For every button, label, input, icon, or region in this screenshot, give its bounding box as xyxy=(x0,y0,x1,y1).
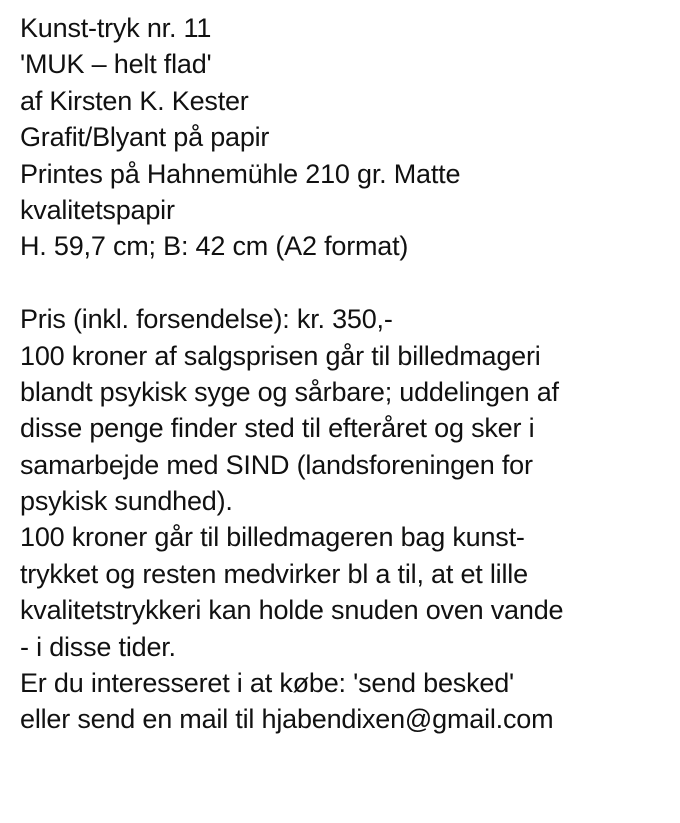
artist-share-text-line: 100 kroner går til billedmageren bag kunst- xyxy=(20,522,525,553)
document-text xyxy=(20,10,670,738)
donation-text-line: disse penge finder sted til efteråret og sker i xyxy=(20,413,535,444)
donation-text-line: 100 kroner af salgsprisen går til billedmageri xyxy=(20,340,541,371)
artwork-details xyxy=(20,10,670,265)
donation-text-line: psykisk sundhed). xyxy=(20,486,233,517)
donation-text-line: samarbejde med SIND (landsforeningen for xyxy=(20,449,533,480)
artist-name: af Kirsten K. Kester xyxy=(20,85,249,116)
artist-share-text-line: trykket og resten medvirker bl a til, at et lille xyxy=(20,558,528,589)
artist-share-text-line: - i disse tider. xyxy=(20,631,176,662)
donation-text-line: blandt psykisk syge og sårbare; uddelingen af xyxy=(20,376,559,407)
paper-info-continued: kvalitetspapir xyxy=(20,194,175,225)
artwork-title: Kunst-tryk nr. 11 xyxy=(20,13,212,43)
artwork-name: 'MUK – helt flad' xyxy=(20,49,212,80)
medium: Grafit/Blyant på papir xyxy=(20,122,270,153)
artist-share-text-line: kvalitetstrykkeri kan holde snuden oven vande xyxy=(20,595,564,626)
contact-email-line: eller send en mail til hjabendixen@gmail.com xyxy=(20,704,554,735)
contact-text-line: Er du interesseret i at købe: 'send besked' xyxy=(20,668,514,699)
price-and-info xyxy=(20,301,670,738)
paragraph-spacer xyxy=(20,265,670,301)
dimensions: H. 59,7 cm; B: 42 cm (A2 format) xyxy=(20,231,409,262)
paper-info: Printes på Hahnemühle 210 gr. Matte xyxy=(20,158,461,189)
price: Pris (inkl. forsendelse): kr. 350,- xyxy=(20,304,393,335)
